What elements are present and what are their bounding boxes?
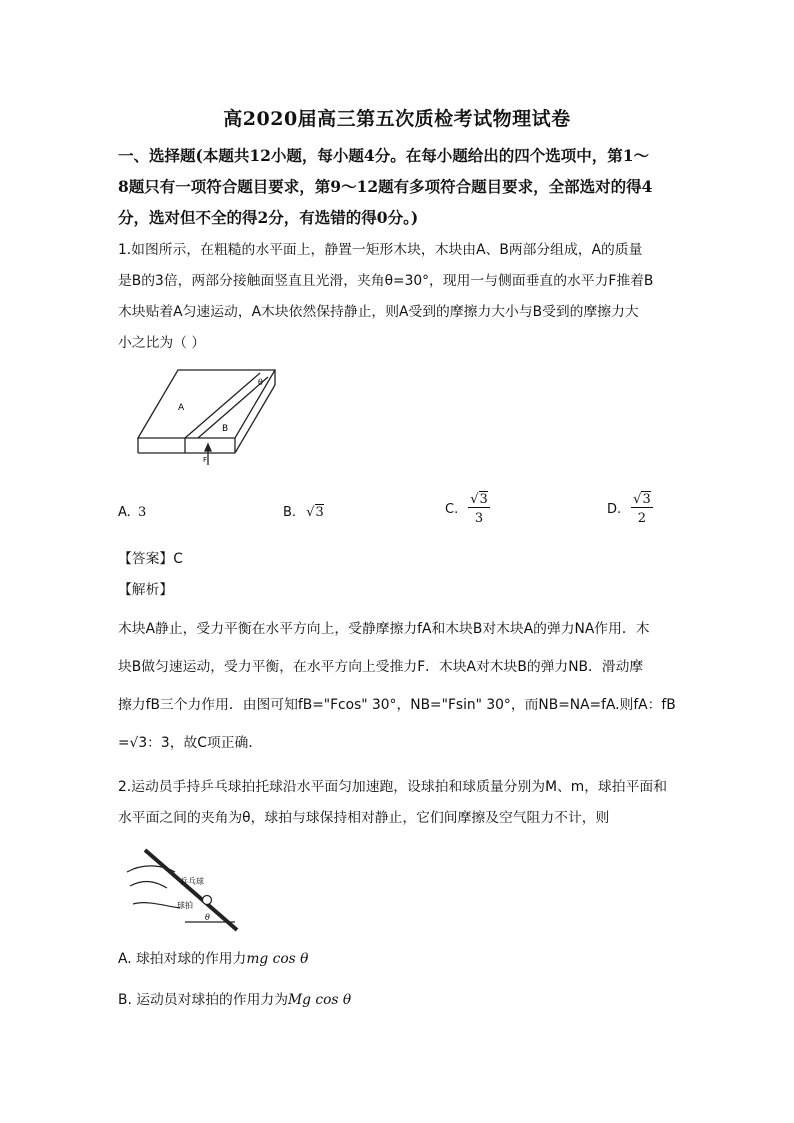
fig-label-f: F xyxy=(203,456,208,464)
option-c-letter: C. xyxy=(445,501,459,517)
analysis-line: 木块A静止，受力平衡在水平方向上，受静摩擦力fA和木块B对木块A的弹力NA作用．木 xyxy=(118,621,650,637)
fig-label-racket: 球拍 xyxy=(177,901,193,910)
option-c: C. $\frac{√3}{3}$ xyxy=(445,492,488,526)
question-1-block-figure xyxy=(130,365,280,470)
analysis-line: 擦力fB三个力作用．由图可知fB="Fcos" 30°，NB="Fsin" 30°，而NB=NA=fA.则fA：fB xyxy=(118,697,676,713)
block-top-face xyxy=(138,370,275,438)
racket-line xyxy=(145,850,237,930)
fig-label-ball: 乒乓球 xyxy=(180,877,204,886)
option-d-denominator: 2 xyxy=(637,511,647,526)
answer-label: 【答案】 xyxy=(118,551,174,567)
question-2-option-a xyxy=(118,944,683,975)
question-1-text-line: 小之比为（ ） xyxy=(118,335,206,351)
answer-line xyxy=(118,544,683,575)
option-d-letter: D. xyxy=(607,501,622,517)
section-instructions-line: 分，选对但不全的得2分，有选错的得0分。) xyxy=(118,208,419,227)
question-2-racket-figure xyxy=(125,842,245,932)
answer-value: C xyxy=(173,551,183,567)
option-c-numerator: 3 xyxy=(479,492,488,507)
question-1-text-line: 1.如图所示，在粗糙的水平面上，静置一矩形木块，木块由A、B两部分组成，A的质量 xyxy=(118,242,643,258)
question-1-text-line: 是B的3倍，两部分接触面竖直且光滑，夹角θ=30°，现用一与侧面垂直的水平力F推着B xyxy=(118,273,654,289)
question-2-text-line: 水平面之间的夹角为θ，球拍与球保持相对静止，它们间摩擦及空气阻力不计，则 xyxy=(118,810,610,826)
option-a xyxy=(118,505,146,520)
fig-label-a: A xyxy=(178,403,185,413)
option-a-text: A. 球拍对球的作用力 xyxy=(118,951,247,967)
analysis-line: =√3：3，故C项正确． xyxy=(118,735,263,751)
option-a-math: mg cos θ xyxy=(246,951,309,967)
question-2-text-line: 2.运动员手持乒乓球拍托球沿水平面匀加速跑，设球拍和球质量分别为M、m，球拍平面和 xyxy=(118,779,667,795)
option-b-text: B. 运动员对球拍的作用力为 xyxy=(118,992,289,1008)
ball-icon xyxy=(203,896,212,905)
fig-label-theta: θ xyxy=(258,378,263,387)
section-instructions-line: 一、选择题(本题共12小题，每小题4分。在每小题给出的四个选项中，第1～ xyxy=(118,146,649,165)
option-b-letter: B. xyxy=(283,505,297,520)
analysis-label: 【解析】 xyxy=(118,582,174,598)
fig-label-theta: θ xyxy=(205,913,210,922)
section-instructions-line: 8题只有一项符合题目要求，第9～12题有多项符合题目要求，全部选对的得4 xyxy=(118,177,653,196)
analysis-line: 块B做匀速运动，受力平衡，在水平方向上受推力F．木块A对木块B的弹力NB．滑动摩 xyxy=(118,659,644,675)
option-b-math: Mg cos θ xyxy=(288,992,352,1008)
option-d: D. $\frac{√3}{2}$ xyxy=(607,492,651,526)
question-2-option-b xyxy=(118,985,683,1016)
option-d-numerator: 3 xyxy=(642,492,651,507)
option-b-value: 3 xyxy=(315,505,324,520)
page-title: 高2020届高三第五次质检考试物理试卷 xyxy=(223,108,571,130)
option-b: B. √3 xyxy=(283,505,324,520)
question-1-text-line: 木块贴着A匀速运动，A木块依然保持静止，则A受到的摩擦力大小与B受到的摩擦力大 xyxy=(118,304,639,320)
fig-label-b: B xyxy=(222,424,229,434)
option-c-denominator: 3 xyxy=(474,511,484,526)
option-a-value: 3 xyxy=(137,505,147,520)
option-a-letter: A. xyxy=(118,505,131,520)
